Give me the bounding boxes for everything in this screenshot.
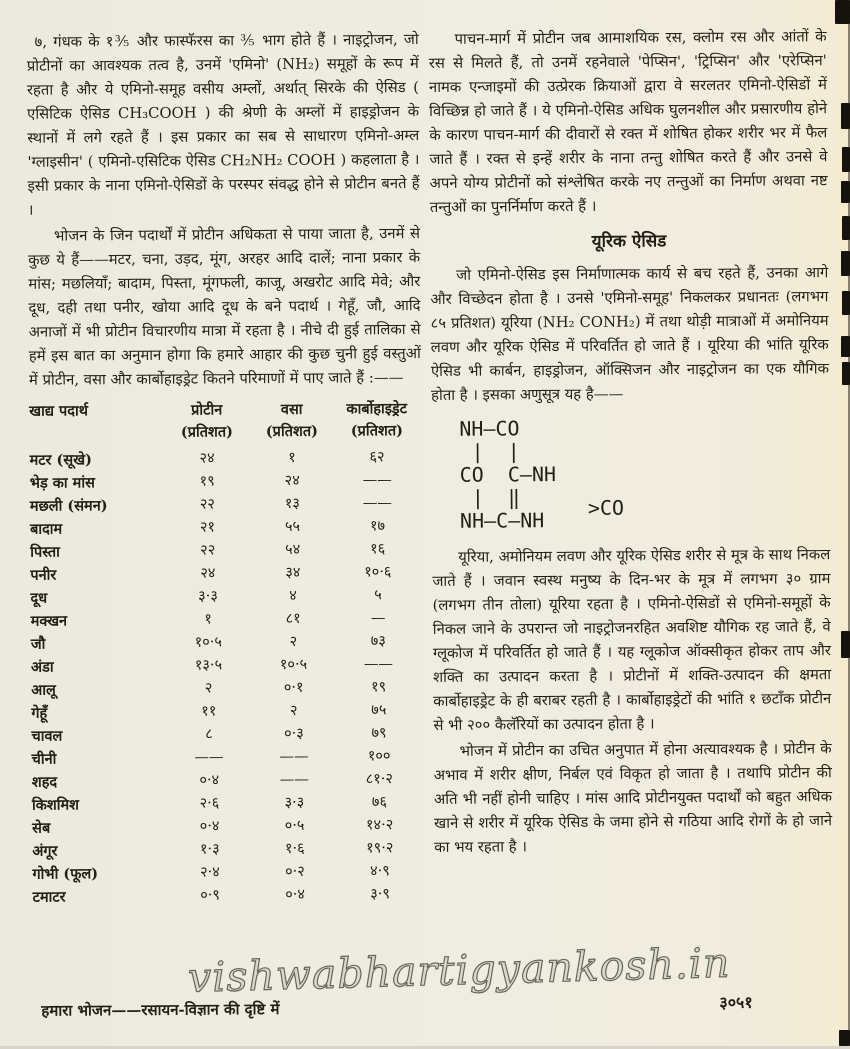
running-title: हमारा भोजन——रसायन-विज्ञान की दृष्टि में xyxy=(41,1000,280,1020)
table-row xyxy=(29,446,421,472)
food-name: अंडा xyxy=(30,658,54,676)
protein-value: २४ xyxy=(199,450,215,467)
table-row xyxy=(30,538,422,564)
food-name: किशमिश xyxy=(31,796,80,814)
food-name: मछली (संमन) xyxy=(29,497,108,515)
carb-value: १०·६ xyxy=(364,564,392,581)
table-row xyxy=(31,676,423,702)
right-column xyxy=(429,25,833,862)
table-row xyxy=(32,860,424,886)
table-row xyxy=(31,699,423,725)
carb-value: ४·९ xyxy=(370,863,390,880)
protein-value: ०·४ xyxy=(199,818,220,835)
protein-value: १०·५ xyxy=(194,634,222,651)
table-row xyxy=(31,722,423,748)
carb-value: ५ xyxy=(374,587,382,604)
table-row xyxy=(30,469,422,495)
fat-value: १०·५ xyxy=(279,656,308,674)
protein-value: १·३ xyxy=(199,841,220,858)
table-row xyxy=(32,768,424,794)
formula-line: NH—CO xyxy=(459,416,520,441)
food-name: दूध xyxy=(30,589,48,607)
page-number: ३०५१ xyxy=(719,992,753,1012)
column-header-protein: प्रोटीन xyxy=(191,401,223,419)
formula-line: CO C–NH xyxy=(459,462,557,487)
paragraph-protein-balance: भोजन में प्रोटीन का उचित अनुपात में होना अत्यावश्यक है । प्रोटीन के अभाव में शरीर क्षीण, निर्बल एवं विकृत हो जाता है । तथापि प्रोटीन की अति भी नहीं होनी चाहिए । मांस आदि प्रोटीनयुक्त पदार्थों को बहुत अधिक खाने से शरीर में यूरिक ऐसिड के जमा होने से गठिया आदि रोगों के हो जाने का भय रहता है । xyxy=(433,740,833,856)
food-name: सेब xyxy=(32,819,51,837)
protein-value: ११ xyxy=(201,703,217,720)
formula-co-group: >CO xyxy=(587,495,625,520)
table-body xyxy=(29,446,424,909)
carb-value: — xyxy=(370,610,386,627)
food-name: मक्खन xyxy=(30,612,68,630)
food-name: चावल xyxy=(31,727,63,745)
paragraph-protein-composition: ७, गंधक के १⅗ और फास्फॅरस का ⅗ भाग होते हैं । नाइट्रोजन, जो प्रोटीनों का आवश्यक तत्व है, उनमें 'एमिनो' (NH₂) समूहों के रूप में रहता है और ये एमिनो-समूह वसीय अम्लों, अर्थात् सिरके की ऐसिड ( एसिटिक ऐसिड CH₃COOH ) की श्रेणी के अम्लों में हाइड्रोजन के स्थानों में लगे रहते हैं । इस प्रकार का सब से साधारण एमिनो-अम्ल 'ग्लाइसीन' ( एमिनो-एसिटिक ऐसिड CH₂NH₂ COOH ) कहलाता है । इसी प्रकार के नाना एमिनो-ऐसिडों के परस्पर संवद्ध होने से प्रोटीन बनते हैं । xyxy=(26,31,420,219)
protein-value: २·४ xyxy=(200,864,220,881)
protein-value: २१ xyxy=(199,519,216,536)
paragraph-urea-formation: जो एमिनो-ऐसिड इस निर्माणात्मक कार्य से बच रहते हैं, उनका आगे और विच्छेदन होता है । उनसे 'एमिनो-समूह' निकलकर प्रधानतः (लगभग ८५ प्रतिशत) यूरिया (NH₂ CONH₂) में तथा थोड़ी मात्राओं में अमोनियम लवण और यूरिक ऐसिड में परिवर्तित हो जाते हैं । यूरिया की भांति यूरिक ऐसिड भी कार्बन, हाइड्रोजन, ऑक्सिजन और नाइट्रोजन का एक यौगिक होता है । इसका अणुसूत्र यह है—— xyxy=(430,264,829,404)
fat-value: ०·३ xyxy=(284,725,304,742)
table-row xyxy=(31,607,423,633)
fat-value: —— xyxy=(279,748,309,766)
carb-value: १४·२ xyxy=(365,817,394,834)
watermark: vishwabhartigyankosh.in xyxy=(187,938,731,1002)
carb-value: —— xyxy=(363,656,394,673)
paragraph-protein-sources: भोजन के जिन पदार्थों में प्रोटीन अधिकता से पाया जाता है, उनमें से कुछ ये हैं——मटर, चना, उड़द, मूंग, अरहर आदि दालें; नाना प्रकार के मांस; मछलियाँ; बादाम, पिस्ता, मूंगफली, काजू, अखरोट आदि मेवे; और दूध, दही तथा पनीर, खोया आदि दूध के बने पदार्थ । गेहूँ, जौ, आदि अनाजों में भी प्रोटीन विचारणीय मात्रा में रहता है । नीचे दी हुई तालिका से हमें इस बात का अनुमान होगा कि हमारे आहार की कुछ चुनी हुई वस्तुओं में प्रोटीन, वसा और कार्बोहाइड्रेट कितने परिमाणों में पाए जाते हैं :—— xyxy=(28,225,421,389)
protein-value: ०·४ xyxy=(199,772,220,789)
fat-value: ०·४ xyxy=(285,886,305,903)
paragraph-digestion: पाचन-मार्ग में प्रोटीन जब आमाशयिक रस, क्लोम रस और आंतों के रस से मिलते हैं, तो उनमें रहनेवाले 'पेप्सिन', 'ट्रिप्सिन' और 'एरेप्सिन' नामक एन्जाइमों की उत्प्रेरक क्रियाओं द्वारा वे सरलतर एमिनो-ऐसिडों में विच्छिन्न हो जाते हैं । ये एमिनो-ऐसिड अधिक घुलनशील और प्रसारणीय होने के कारण पाचन-मार्ग की दीवारों से रक्त में शोषित होकर शरीर भर में फैल जाते हैं । रक्त से इन्हें शरीर के नाना तन्तु शोषित करते हैं और उनसे वे अपने योग्य प्रोटीनों को संश्लेषित करके नए तन्तुओं का निर्माण अथवा नष्ट तन्तुओं का पुनर्निर्माण करते हैं । xyxy=(428,28,828,216)
table-header-units xyxy=(29,420,421,445)
fat-value: ८१ xyxy=(285,610,301,627)
food-name: बादाम xyxy=(29,520,63,538)
carb-value: १६ xyxy=(370,541,386,558)
protein-value: —— xyxy=(194,749,224,766)
carb-value: १९ xyxy=(371,679,387,696)
fat-value: ०·१ xyxy=(283,679,304,696)
protein-value: १ xyxy=(204,611,212,628)
column-header-food: खाद्य पदार्थ xyxy=(29,402,89,420)
food-name: पनीर xyxy=(30,566,57,584)
column-header-carb: कार्बोहाइड्रेट xyxy=(346,400,408,418)
food-name: पिस्ता xyxy=(30,543,60,561)
carb-value: ७९ xyxy=(371,725,387,742)
carb-value: —— xyxy=(362,495,392,512)
table-row xyxy=(30,515,422,541)
fat-value: ५५ xyxy=(284,518,301,535)
protein-value: १३·५ xyxy=(194,657,223,674)
table-row xyxy=(31,653,423,679)
unit-label: (प्रतिशत) xyxy=(350,422,403,440)
fat-value: ०·५ xyxy=(284,817,305,834)
carb-value: ८१·२ xyxy=(365,771,393,788)
table-row xyxy=(32,791,424,817)
table-row xyxy=(30,492,422,518)
carb-value: ३·९ xyxy=(370,886,390,903)
paragraph-urea-excretion: यूरिया, अमोनियम लवण और यूरिक ऐसिड शरीर से मूत्र के साथ निकल जाते हैं । जवान स्वस्थ मनुष्य के दिन-भर के मूत्र में लगभग ३० ग्राम (लगभग तीन तोला) यूरिया रहता है । एमिनो-ऐसिडों से एमिनो-समूहों के निकल जाने के उपरान्त जो नाइट्रोजनरहित अवशिष्ट यौगिक रह जाते हैं, वे ग्लूकोज में परिवर्तित हो जाते हैं । यह ग्लूकोज ऑक्सीकृत होकर ताप और शक्ति का उत्पादन करता है । प्रोटीनों में शक्ति-उत्पादन की क्षमता कार्बोहाइड्रेट के ही बराबर रहती है । कार्बोहाइड्रेटों की भांति १ छटाँक प्रोटीन से भी २०० कैलॅरियों का उत्पादन होता है । xyxy=(432,546,832,734)
formula-line: NH—C—NH xyxy=(459,508,545,533)
table-row xyxy=(32,814,424,840)
carb-value: १०० xyxy=(367,748,391,765)
uric-acid-structural-formula xyxy=(459,416,700,536)
nutrition-table xyxy=(29,398,425,909)
fat-value: ३४ xyxy=(285,564,301,581)
formula-line: | ‖ xyxy=(459,485,521,510)
protein-value: ०·९ xyxy=(200,887,220,904)
food-name: जौ xyxy=(30,635,46,653)
carb-value: ७६ xyxy=(371,794,388,811)
food-name: शहद xyxy=(31,773,58,791)
table-row xyxy=(33,883,425,909)
food-name: आलू xyxy=(31,681,56,699)
food-name: गेहूँ xyxy=(31,704,48,722)
fat-value: १३ xyxy=(284,495,300,512)
carb-value: ७५ xyxy=(371,702,387,719)
carb-value: ७३ xyxy=(370,633,386,650)
table-row xyxy=(32,745,424,771)
protein-value: ३·३ xyxy=(198,588,218,605)
fat-value: २४ xyxy=(284,472,300,489)
fat-value: २ xyxy=(289,633,298,650)
protein-value: २ xyxy=(204,680,213,697)
table-row xyxy=(32,837,424,863)
formula-line: | | xyxy=(459,439,520,464)
protein-value: २२ xyxy=(200,542,216,559)
unit-label: (प्रतिशत) xyxy=(265,422,318,441)
protein-value: २४ xyxy=(200,565,216,582)
unit-label: (प्रतिशत) xyxy=(180,423,233,441)
food-name: चीनी xyxy=(31,750,57,768)
column-header-fat: वसा xyxy=(280,400,303,419)
table-row xyxy=(30,584,422,610)
food-name: टमाटर xyxy=(32,888,66,906)
carb-value: —— xyxy=(362,472,392,489)
carb-value: १७ xyxy=(369,518,386,535)
table-row xyxy=(31,630,423,656)
protein-value: ८ xyxy=(205,726,213,743)
fat-value: ५४ xyxy=(285,541,301,558)
table-header xyxy=(29,398,421,423)
protein-value: १९ xyxy=(199,473,215,490)
fat-value: १ xyxy=(288,449,296,466)
food-name: मटर (सूखे) xyxy=(29,451,92,469)
food-name: अंगूर xyxy=(32,842,58,860)
fat-value: ३·३ xyxy=(284,794,305,811)
fat-value: २ xyxy=(289,702,298,719)
uric-acid-heading: यूरिक ऐसिड xyxy=(591,231,667,252)
left-column xyxy=(27,28,425,909)
fat-value: १·६ xyxy=(284,840,305,857)
protein-value: २·६ xyxy=(199,795,220,812)
food-name: गोभी (फूल) xyxy=(32,865,99,883)
carb-value: १९·२ xyxy=(366,840,394,857)
fat-value: —— xyxy=(279,771,309,789)
fat-value: ०·२ xyxy=(285,863,305,880)
carb-value: ६२ xyxy=(369,449,385,466)
food-name: भेड़ का मांस xyxy=(29,474,95,492)
fat-value: ४ xyxy=(289,587,297,604)
protein-value: २२ xyxy=(199,496,215,513)
table-row xyxy=(30,561,422,587)
